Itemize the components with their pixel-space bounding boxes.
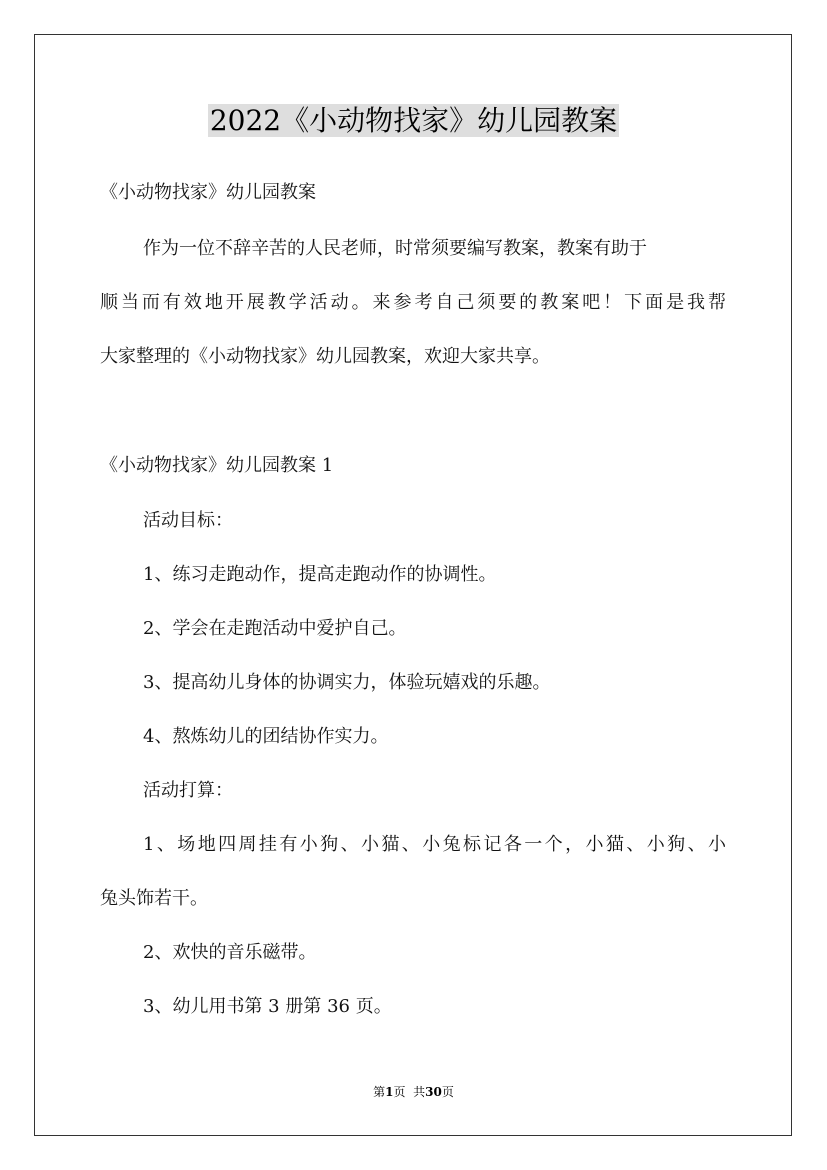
goal-item-1: 1、练习走跑动作，提高走跑动作的协调性。 bbox=[143, 564, 497, 585]
prep-item-3: 3、幼儿用书第 3 册第 36 页。 bbox=[143, 996, 392, 1017]
document-title-text: 2022《小动物找家》幼儿园教案 bbox=[209, 104, 618, 137]
prep-item-2: 2、欢快的音乐磁带。 bbox=[143, 942, 317, 963]
footer-total-suffix: 页 bbox=[441, 1085, 454, 1099]
intro-line-1: 作为一位不辞辛苦的人民老师，时常须要编写教案，教案有助于 bbox=[143, 238, 647, 259]
footer-total-prefix: 共 bbox=[413, 1085, 426, 1099]
intro-line-2: 顺当而有效地开展教学活动。来参考自己须要的教案吧！下面是我帮 bbox=[100, 292, 726, 313]
page-footer bbox=[0, 1084, 827, 1100]
footer-page-number: 1 bbox=[385, 1085, 394, 1099]
footer-page-suffix: 页 bbox=[393, 1085, 406, 1099]
document-title bbox=[0, 100, 827, 142]
goal-item-3: 3、提高幼儿身体的协调实力，体验玩嬉戏的乐趣。 bbox=[143, 672, 551, 693]
prep-item-1-line-2: 兔头饰若干。 bbox=[100, 888, 208, 909]
footer-prefix: 第 bbox=[373, 1085, 386, 1099]
intro-heading: 《小动物找家》幼儿园教案 bbox=[100, 182, 316, 203]
intro-line-3: 大家整理的《小动物找家》幼儿园教案，欢迎大家共享。 bbox=[100, 346, 550, 367]
prep-item-1-line-1: 1、场地四周挂有小狗、小猫、小兔标记各一个，小猫、小狗、小 bbox=[143, 834, 726, 855]
goals-label: 活动目标： bbox=[143, 510, 233, 531]
section1-heading: 《小动物找家》幼儿园教案 1 bbox=[100, 455, 334, 476]
goal-item-2: 2、学会在走跑活动中爱护自己。 bbox=[143, 618, 407, 639]
prep-label: 活动打算： bbox=[143, 780, 233, 801]
goal-item-4: 4、熬炼幼儿的团结协作实力。 bbox=[143, 726, 389, 747]
footer-total-pages: 30 bbox=[425, 1085, 442, 1099]
